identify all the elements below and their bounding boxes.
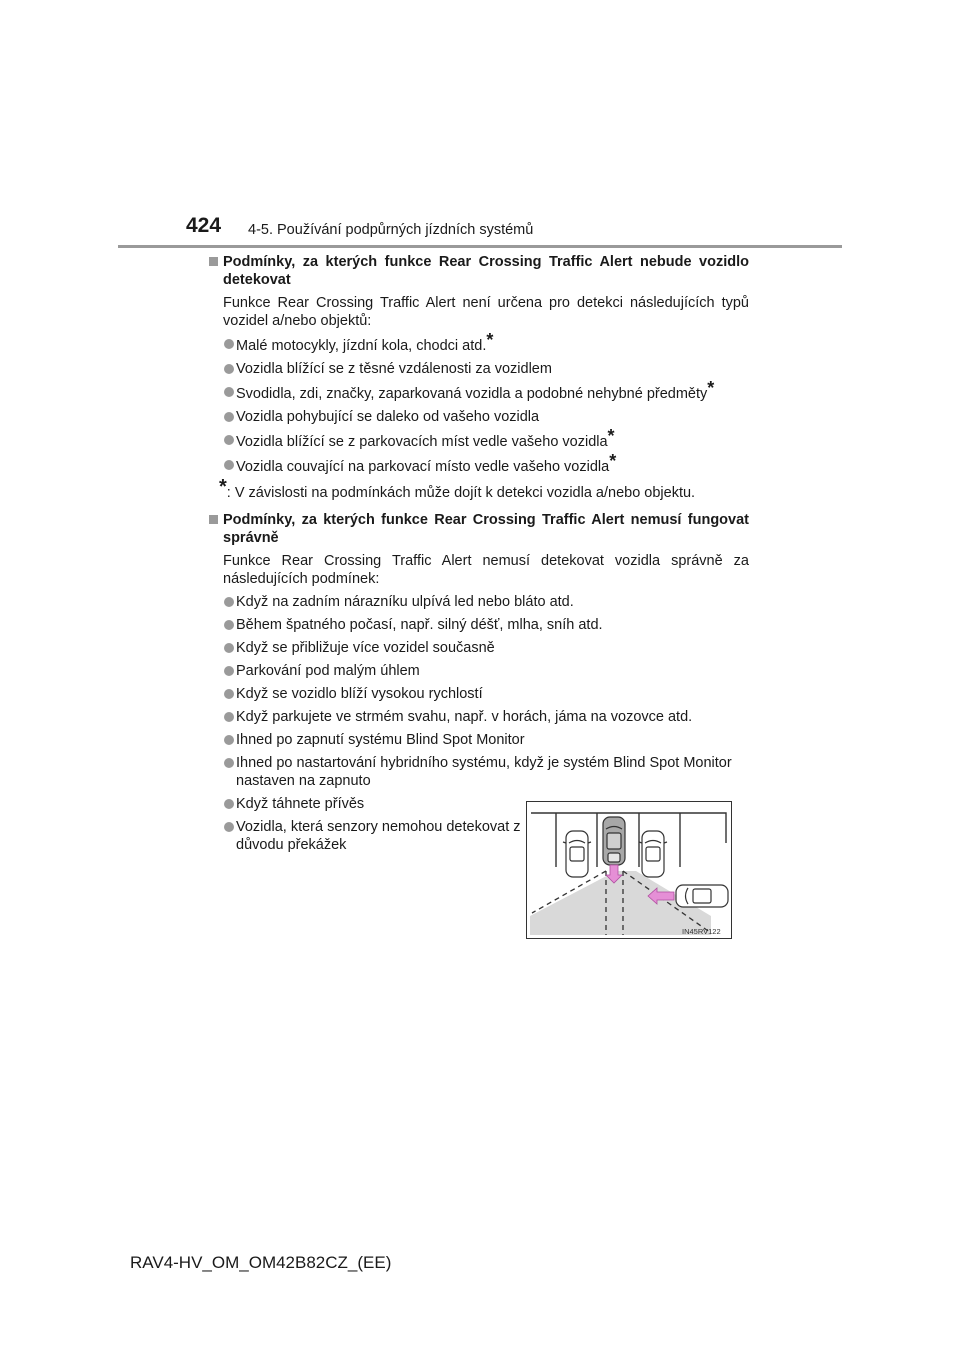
square-bullet-icon: [209, 515, 218, 524]
list-item-text: Když se přibližuje více vozidel současně: [236, 640, 495, 656]
section-heading-not-working: [209, 511, 749, 547]
list-item-text: Když na zadním nárazníku ulpívá led nebo bláto atd.: [236, 594, 574, 610]
list-item: [209, 593, 749, 611]
list-item: [209, 616, 749, 634]
square-bullet-icon: [209, 257, 218, 266]
list-item: [209, 639, 749, 657]
list-item: [209, 360, 749, 378]
bullet-dot-icon: [224, 339, 234, 349]
bullet-dot-icon: [224, 758, 234, 768]
list-item: [209, 378, 749, 403]
list-item: [209, 330, 749, 355]
list-item-text: Vozidla, která senzory nemohou detekovat z důvodu překážek: [236, 819, 521, 853]
list-item: [209, 754, 749, 790]
list-item: [209, 408, 749, 426]
list-item-text: Během špatného počasí, např. silný déšť, mlha, sníh atd.: [236, 617, 603, 633]
asterisk: *: [219, 476, 227, 498]
not-detected-list: [209, 330, 749, 476]
own-car: [603, 817, 625, 865]
asterisk: *: [486, 330, 494, 350]
list-item: [209, 685, 749, 703]
list-item-text: Vozidla blížící se z těsné vzdálenosti za vozidlem: [236, 361, 552, 377]
asterisk: *: [607, 426, 615, 446]
list-item-text: Ihned po zapnutí systému Blind Spot Monitor: [236, 732, 525, 748]
parked-car-right: [639, 831, 667, 877]
page-content: [209, 253, 749, 854]
footnote-text: : V závislosti na podmínkách může dojít k detekci vozidla a/nebo objektu.: [226, 485, 696, 501]
list-item: [209, 451, 749, 476]
footnote: [209, 476, 749, 502]
list-item-text: Malé motocykly, jízdní kola, chodci atd.: [236, 338, 487, 354]
bullet-dot-icon: [224, 712, 234, 722]
list-item-text: Vozidla pohybující se daleko od vašeho vozidla: [236, 409, 540, 425]
asterisk: *: [609, 451, 617, 471]
manual-code: RAV4-HV_OM_OM42B82CZ_(EE): [130, 1253, 392, 1272]
list-item: [209, 708, 749, 726]
bullet-dot-icon: [224, 387, 234, 397]
not-working-list: [209, 593, 749, 813]
list-item-text: Vozidla couvající na parkovací místo vedle vašeho vozidla: [236, 459, 610, 475]
bullet-dot-icon: [224, 597, 234, 607]
bullet-dot-icon: [224, 460, 234, 470]
list-item-text: Ihned po nastartování hybridního systému, když je systém Blind Spot Monitor nastaven na zapnuto: [236, 755, 732, 789]
list-item: [209, 426, 749, 451]
bullet-dot-icon: [224, 822, 234, 832]
list-item: [209, 662, 749, 680]
list-item-text: Svodidla, zdi, značky, zaparkovaná vozidla a podobné nehybné předměty: [236, 386, 708, 402]
bullet-dot-icon: [224, 364, 234, 374]
section-title: 4-5. Používání podpůrných jízdních systémů: [248, 222, 534, 238]
list-item: [209, 818, 521, 854]
list-item-text: Když se vozidlo blíží vysokou rychlostí: [236, 686, 483, 702]
section-intro: Funkce Rear Crossing Traffic Alert není určena pro detekci následujících typů vozidel a/nebo objektů:: [223, 295, 749, 329]
list-item-text: Vozidla blížící se z parkovacích míst vedle vašeho vozidla: [236, 434, 608, 450]
list-item-text: Když parkujete ve strmém svahu, např. v horách, jáma na vozovce atd.: [236, 709, 693, 725]
crossing-car: [676, 885, 728, 907]
bullet-dot-icon: [224, 666, 234, 676]
figure-code: IN45RV122: [682, 927, 721, 936]
bullet-dot-icon: [224, 620, 234, 630]
bullet-dot-icon: [224, 799, 234, 809]
bullet-dot-icon: [224, 435, 234, 445]
parked-car-left: [563, 831, 591, 877]
header-rule: [118, 245, 842, 248]
list-item-text: Když táhnete přívěs: [236, 796, 365, 812]
section-intro: Funkce Rear Crossing Traffic Alert nemusí detekovat vozidla správně za následujících podmínek:: [223, 553, 749, 587]
list-item: [209, 731, 749, 749]
bullet-dot-icon: [224, 689, 234, 699]
section-heading-not-detected: [209, 253, 749, 289]
heading-text: Podmínky, za kterých funkce Rear Crossing Traffic Alert nemusí fungovat správně: [223, 512, 749, 546]
bullet-dot-icon: [224, 643, 234, 653]
asterisk: *: [707, 378, 715, 398]
list-item-text: Parkování pod malým úhlem: [236, 663, 420, 679]
page-number: 424: [186, 214, 222, 237]
bullet-dot-icon: [224, 735, 234, 745]
heading-text: Podmínky, za kterých funkce Rear Crossing Traffic Alert nebude vozidlo detekovat: [223, 254, 749, 288]
bullet-dot-icon: [224, 412, 234, 422]
parking-illustration: [526, 801, 732, 939]
